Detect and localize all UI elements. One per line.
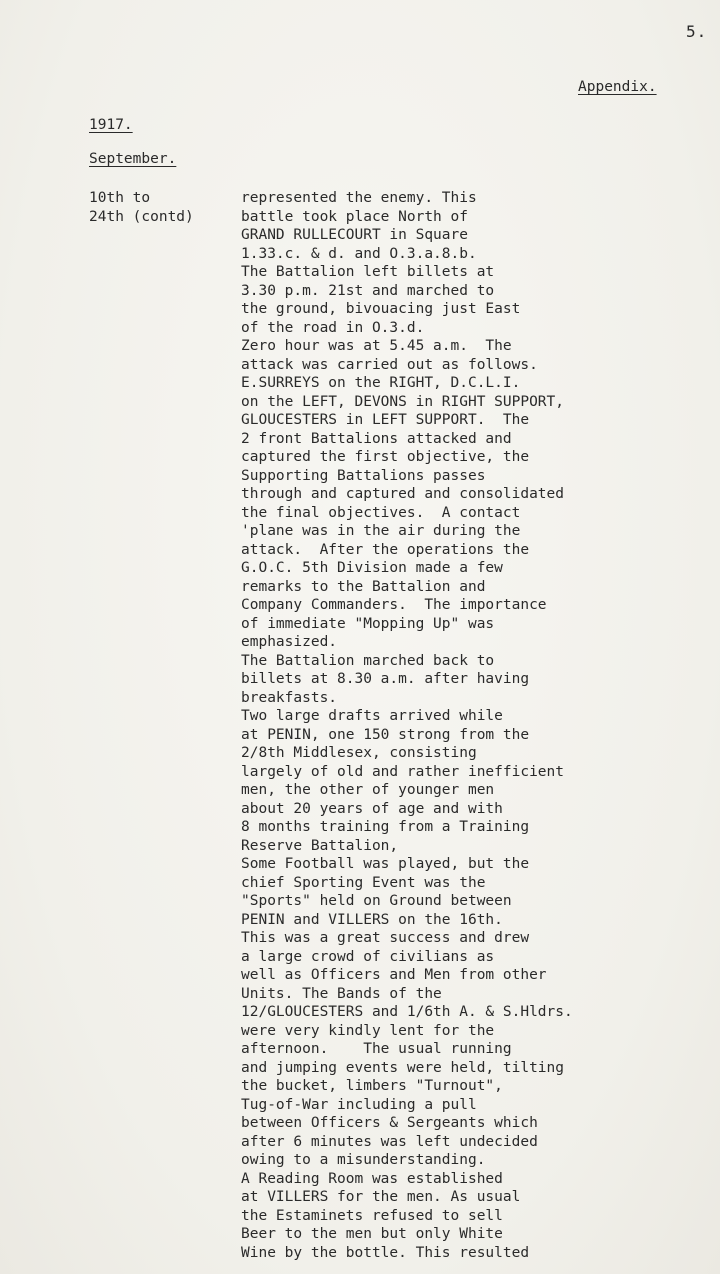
body-line: on the LEFT, DEVONS in RIGHT SUPPORT,	[241, 393, 565, 410]
appendix-heading: Appendix.	[578, 79, 657, 95]
body-line: This was a great success and drew	[241, 930, 530, 946]
body-line: represented the enemy. This	[241, 190, 477, 206]
body-line: 2/8th Middlesex, consisting	[241, 745, 477, 761]
body-line: Beer to the men but only White	[241, 1226, 503, 1242]
year-heading: 1917.	[89, 117, 133, 133]
body-line: A Reading Room was established	[241, 1170, 503, 1187]
body-line: the bucket, limbers "Turnout",	[241, 1078, 503, 1094]
body-line: chief Sporting Event was the	[241, 874, 486, 891]
body-line: captured the first objective, the	[241, 449, 530, 465]
body-line: 2 front Battalions attacked and	[241, 430, 512, 447]
body-line: remarks to the Battalion and	[241, 578, 486, 595]
body-line: The Battalion left billets at	[241, 264, 495, 280]
body-line: PENIN and VILLERS on the 16th.	[241, 911, 503, 928]
date-line: 24th (contd)	[89, 208, 194, 225]
body-line: emphasized.	[241, 634, 338, 650]
body-line: attack was carried out as follows.	[241, 356, 538, 373]
page-number: 5.	[686, 22, 708, 41]
body-line: Units. The Bands of the	[241, 985, 442, 1002]
body-line: "Sports" held on Ground between	[241, 893, 512, 909]
body-line: 3.30 p.m. 21st and marched to	[241, 282, 495, 299]
body-line: Zero hour was at 5.45 a.m. The	[241, 338, 512, 354]
body-line: men, the other of younger men	[241, 782, 495, 798]
body-line: the final objectives. A contact	[241, 504, 521, 521]
body-line: Two large drafts arrived while	[241, 708, 503, 724]
entry-date-range	[89, 189, 194, 226]
body-line: 1.33.c. & d. and O.3.a.8.b.	[241, 245, 477, 262]
body-line: attack. After the operations the	[241, 541, 530, 558]
body-line: between Officers & Sergeants which	[241, 1115, 538, 1131]
body-line: 12/GLOUCESTERS and 1/6th A. & S.Hldrs.	[241, 1004, 573, 1020]
body-line: the ground, bivouacing just East	[241, 301, 521, 317]
month-heading: September.	[89, 151, 177, 167]
entry-body-text	[241, 189, 711, 1262]
body-line: through and captured and consolidated	[241, 486, 565, 502]
body-line: about 20 years of age and with	[241, 800, 503, 817]
body-line: billets at 8.30 a.m. after having	[241, 671, 530, 687]
body-line: 'plane was in the air during the	[241, 523, 521, 539]
body-line: at VILLERS for the men. As usual	[241, 1189, 521, 1205]
body-line: Supporting Battalions passes	[241, 467, 486, 484]
body-line: owing to a misunderstanding.	[241, 1152, 486, 1168]
body-line: E.SURREYS on the RIGHT, D.C.L.I.	[241, 375, 521, 391]
body-line: 8 months training from a Training	[241, 819, 530, 835]
body-line: Company Commanders. The importance	[241, 597, 547, 613]
body-line: of immediate "Mopping Up" was	[241, 615, 495, 632]
body-line: and jumping events were held, tilting	[241, 1059, 565, 1076]
body-line: breakfasts.	[241, 689, 338, 706]
date-line: 10th to	[89, 190, 151, 206]
body-line: the Estaminets refused to sell	[241, 1207, 503, 1224]
body-line: battle took place North of	[241, 208, 468, 225]
body-line: Tug-of-War including a pull	[241, 1096, 477, 1113]
body-line: Reserve Battalion,	[241, 837, 399, 854]
body-line: largely of old and rather inefficient	[241, 763, 565, 780]
body-line: a large crowd of civilians as	[241, 948, 495, 965]
body-line: The Battalion marched back to	[241, 652, 495, 669]
body-line: G.O.C. 5th Division made a few	[241, 560, 503, 576]
body-line: were very kindly lent for the	[241, 1022, 495, 1039]
body-line: at PENIN, one 150 strong from the	[241, 726, 530, 743]
body-line: Wine by the bottle. This resulted	[241, 1244, 530, 1261]
body-line: well as Officers and Men from other	[241, 967, 547, 983]
body-line: afternoon. The usual running	[241, 1041, 512, 1057]
body-line: Some Football was played, but the	[241, 856, 530, 872]
body-line: GRAND RULLECOURT in Square	[241, 227, 468, 243]
body-line: GLOUCESTERS in LEFT SUPPORT. The	[241, 412, 530, 428]
body-line: after 6 minutes was left undecided	[241, 1133, 538, 1150]
body-line: of the road in O.3.d.	[241, 319, 425, 336]
